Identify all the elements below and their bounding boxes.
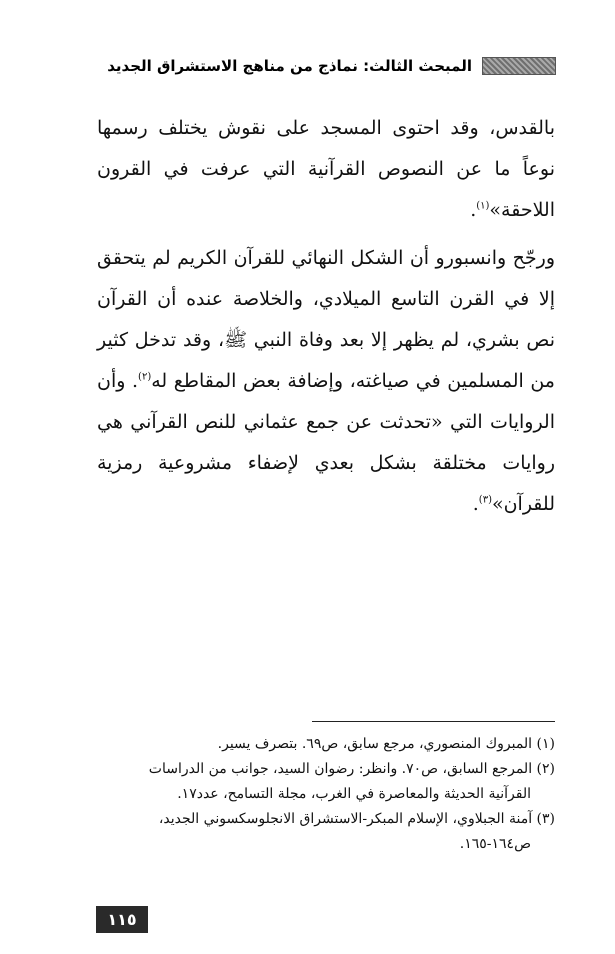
footnote-2-number: (٢) (536, 761, 555, 777)
footnote-1-number: (١) (536, 736, 555, 752)
footnote-3-number: (٣) (536, 811, 555, 827)
footnote-1-text: المبروك المنصوري، مرجع سابق، ص٦٩. بتصرف يسير. (217, 736, 533, 752)
paragraph-2 (97, 238, 555, 525)
footnote-3 (110, 807, 555, 832)
page-number: ١١٥ (96, 906, 148, 933)
paragraph-2-end: . (472, 493, 479, 515)
footnote-separator (312, 721, 555, 722)
running-header (104, 55, 556, 77)
paragraph-2-part-2: . وأن الروايات التي «تحدثت عن جمع عثماني للنص القرآني هي روايات مختلقة بشكل بعدي لإضفاء مشروعية رمزية للقرآن» (97, 370, 555, 515)
footnotes (110, 732, 555, 857)
footnote-ref-3: (٣) (478, 494, 492, 506)
footnote-ref-1: (١) (476, 200, 490, 212)
footnote-3-continuation: ص١٦٤-١٦٥. (459, 836, 531, 852)
main-text (97, 108, 555, 525)
paragraph-1 (97, 108, 555, 231)
paragraph-1-text: بالقدس، وقد احتوى المسجد على نقوش يختلف رسمها نوعاً ما عن النصوص القرآنية التي عرفت في القرون اللاحقة» (97, 117, 555, 221)
paragraph-2-part-1: ورجّح وانسبورو أن الشكل النهائي للقرآن الكريم لم يتحقق إلا في القرن التاسع الميلادي، والخلاصة عنده أن القرآن نص بشري، لم يظهر إلا بعد وفاة النبي ﷺ، وقد تدخل كثير من المسلمين في صياغته، وإضافة بعض المقاطع له (97, 247, 555, 392)
footnote-2-continuation: القرآنية الحديثة والمعاصرة في الغرب، مجلة التسامح، عدد١٧. (177, 786, 531, 802)
footnote-3-text: آمنة الجبلاوي، الإسلام المبكر-الاستشراق الانجلوسكسوني الجديد، (158, 811, 533, 827)
footnote-1 (110, 732, 555, 757)
chapter-section-title: المبحث الثالث: نماذج من مناهج الاستشراق الجديد (107, 57, 472, 75)
paragraph-1-end: . (470, 199, 477, 221)
footnote-2-text: المرجع السابق، ص٧٠. وانظر: رضوان السيد، جوانب من الدراسات (148, 761, 533, 777)
header-decoration-bar (482, 57, 556, 75)
footnote-2 (110, 757, 555, 782)
footnote-ref-2: (٢) (138, 371, 152, 383)
